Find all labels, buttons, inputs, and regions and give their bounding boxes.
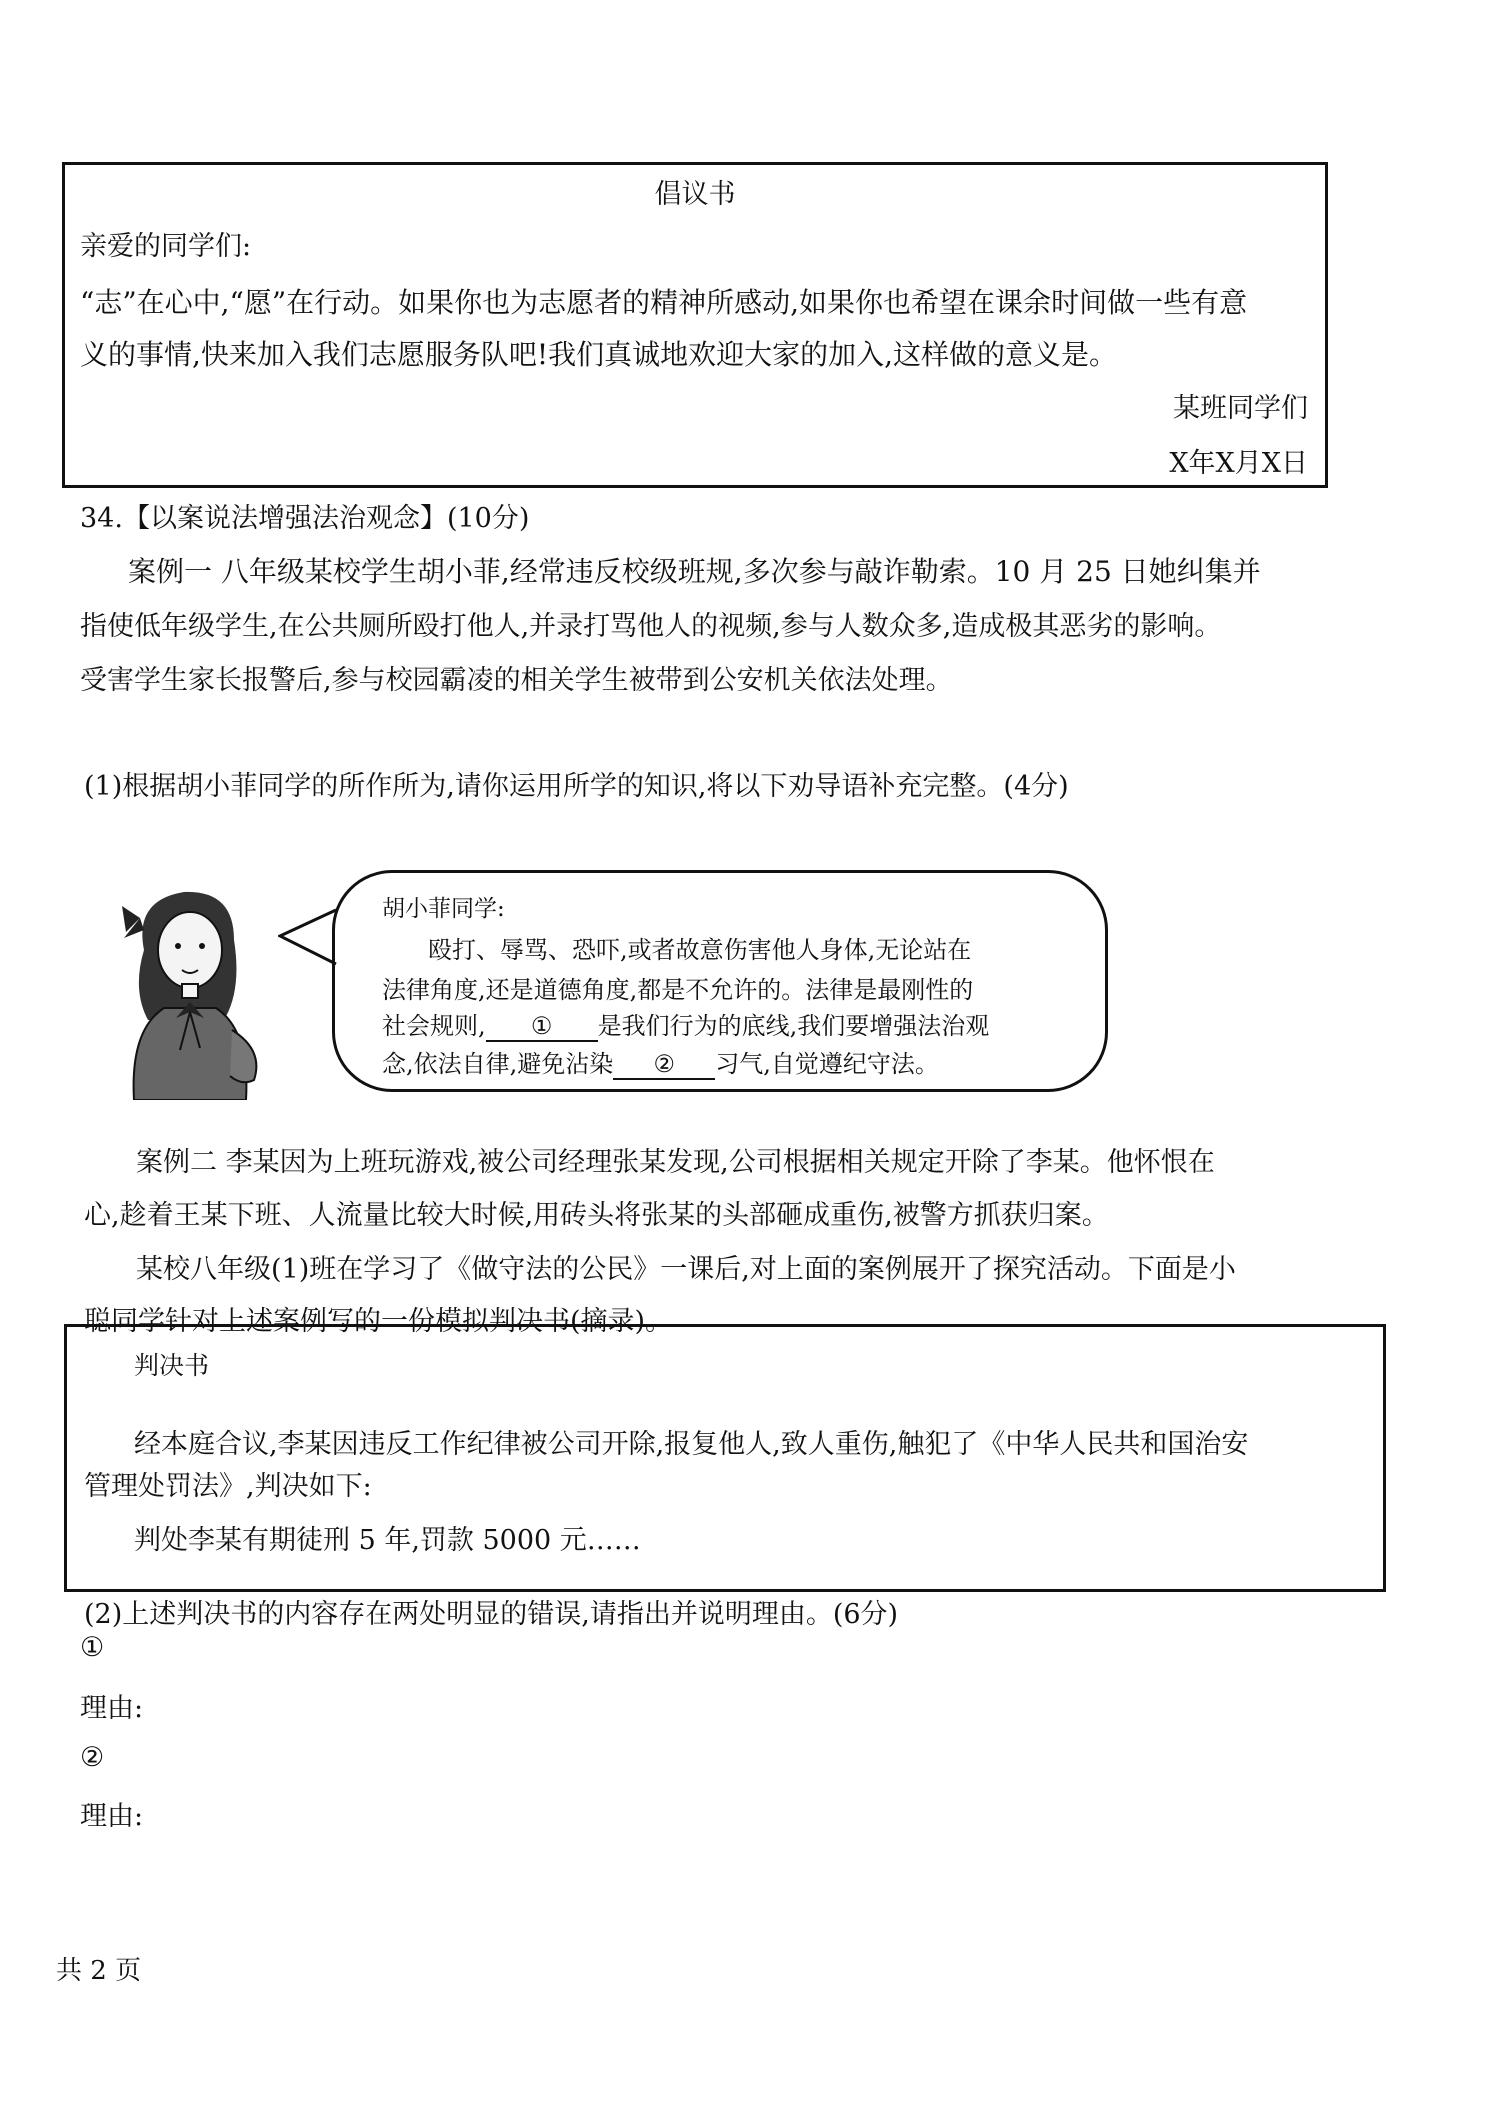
blank-2[interactable]: ② <box>613 1050 715 1080</box>
page-footer: 共 2 页 <box>56 1956 142 1986</box>
bubble-line2: 殴打、辱骂、恐吓,或者故意伤害他人身体,无论站在 <box>428 936 972 964</box>
proposal-date: X年X月X日 <box>1169 448 1308 479</box>
speech-bubble-tail <box>278 900 338 980</box>
proposal-greeting: 亲爱的同学们: <box>80 231 252 262</box>
case2-line3: 某校八年级(1)班在学习了《做守法的公民》一课后,对上面的案例展开了探究活动。下面是小 <box>136 1254 1236 1285</box>
proposal-title: 倡议书 <box>654 179 736 210</box>
verdict-line2: 管理处罚法》,判决如下: <box>84 1471 372 1502</box>
proposal-body-line1: “志”在心中,“愿”在行动。如果你也为志愿者的精神所感动,如果你也希望在课余时间做一些有意 <box>80 286 1248 319</box>
bubble-line5-a: 念,依法自律,避免沾染 <box>382 1050 614 1078</box>
reason-1-label: 理由: <box>80 1693 144 1724</box>
student-girl-illustration <box>104 880 274 1100</box>
bubble-line4-b: 是我们行为的底线,我们要增强法治观 <box>597 1012 990 1040</box>
bubble-line4 <box>382 1006 989 1042</box>
sub-question-1: (1)根据胡小菲同学的所作所为,请你运用所学的知识,将以下劝导语补充完整。(4分) <box>84 771 1069 802</box>
bubble-line1: 胡小菲同学: <box>382 896 505 922</box>
proposal-body-line2: 义的事情,快来加入我们志愿服务队吧!我们真诚地欢迎大家的加入,这样做的意义是。 <box>80 338 1118 371</box>
case2-line1: 案例二 李某因为上班玩游戏,被公司经理张某发现,公司根据相关规定开除了李某。他怀恨在 <box>136 1147 1215 1178</box>
verdict-line1: 经本庭合议,李某因违反工作纪律被公司开除,报复他人,致人重伤,触犯了《中华人民共和国治安 <box>134 1429 1249 1460</box>
bubble-line5 <box>382 1044 939 1080</box>
case2-line2: 心,趁着王某下班、人流量比较大时候,用砖头将张某的头部砸成重伤,被警方抓获归案。 <box>84 1200 1109 1231</box>
answer-1-marker: ① <box>80 1632 105 1663</box>
proposal-signer: 某班同学们 <box>1173 393 1308 424</box>
case1-line2: 指使低年级学生,在公共厕所殴打他人,并录打骂他人的视频,参与人数众多,造成极其恶劣的影响。 <box>80 611 1222 642</box>
q34-heading: 34.【以案说法增强法治观念】(10分) <box>80 503 530 534</box>
verdict-title: 判决书 <box>134 1351 210 1380</box>
case1-line3: 受害学生家长报警后,参与校园霸凌的相关学生被带到公安机关依法处理。 <box>80 665 953 696</box>
bubble-line5-b: 习气,自觉遵纪守法。 <box>715 1050 939 1078</box>
verdict-line3: 判处李某有期徒刑 5 年,罚款 5000 元…… <box>134 1525 641 1556</box>
answer-2-marker: ② <box>80 1742 105 1773</box>
bubble-line4-a: 社会规则, <box>382 1012 486 1040</box>
case1-line1: 案例一 八年级某校学生胡小菲,经常违反校级班规,多次参与敲诈勒索。10 月 25 日她纠集并 <box>128 555 1261 588</box>
reason-2-label: 理由: <box>80 1801 144 1832</box>
blank-1[interactable]: ① <box>486 1012 598 1042</box>
case2-line4: 聪同学针对上述案例写的一份模拟判决书(摘录)。 <box>84 1306 673 1337</box>
sub-question-2: (2)上述判决书的内容存在两处明显的错误,请指出并说明理由。(6分) <box>84 1599 899 1630</box>
bubble-line3: 法律角度,还是道德角度,都是不允许的。法律是最刚性的 <box>382 976 974 1004</box>
